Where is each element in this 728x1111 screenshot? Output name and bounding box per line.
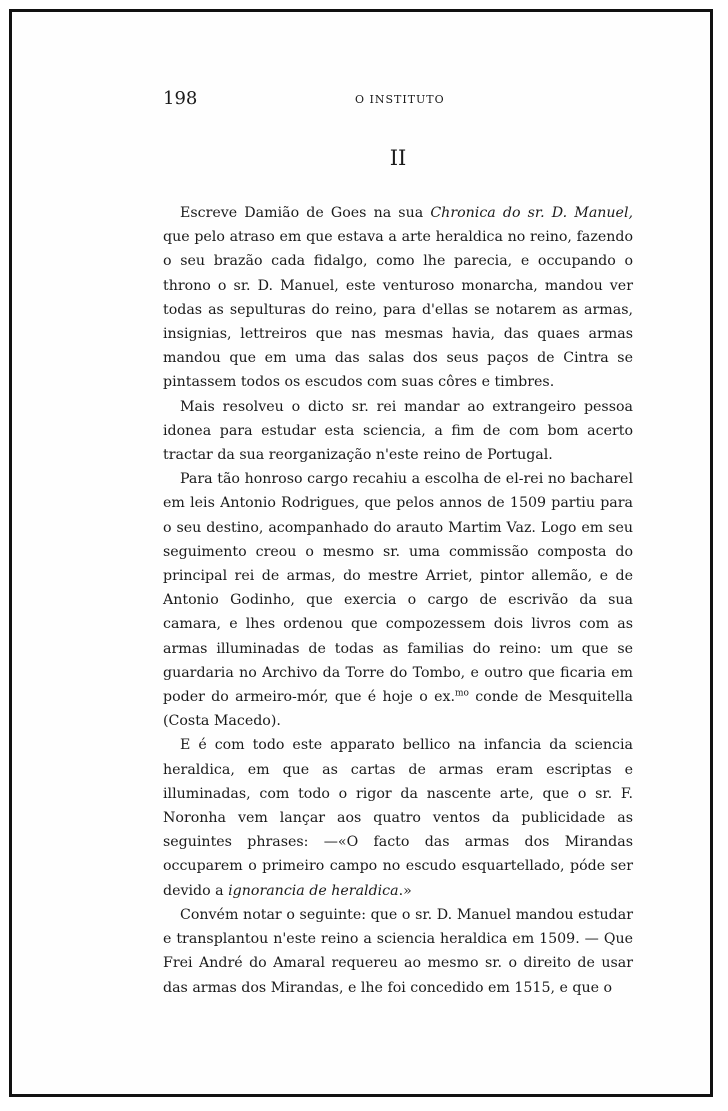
paragraph-4 [163,733,633,902]
paragraph-3 [163,467,633,733]
journal-title: O INSTITUTO [355,93,445,106]
paragraph-3-text-a: Para tão honroso cargo recahiu a escolha de el-rei no bacharel em leis Antonio Rodrigues, que pelos annos de 1509 partiu para o seu destino, acompanhado do arauto Martim Vaz. Logo em seu seguimento creou o mesmo sr. uma commissão composta do principal rei de armas, do mestre Arriet, pintor allemão, e de Antonio Godinho, que exercia o cargo de escrivão da sua camara, e lhes ordenou que compozessem dois livros com as armas illuminadas de todas as familias do reino: um que se guardaria no Archivo da Torre do Tombo, e outro que ficaria em poder do armeiro-mór, que é hoje o ex. [163,471,633,706]
italic-quote: ignorancia de heraldica [228,882,399,899]
running-head [163,80,633,116]
paragraph-1-text-c: que pelo atraso em que estava a arte heraldica no reino, fazendo o seu brazão cada fidalgo, como lhe parecia, e occupando o throno o sr. D. Manuel, este venturoso monarcha, mandou ver todas as sepulturas do reino, para d'ellas se notarem as armas, insignias, lettreiros que nas mesmas havia, das quaes armas mandou que em uma das salas dos seus paços de Cintra se pintassem todos os escudos com suas côres e timbres. [163,229,633,391]
paragraph-1 [163,201,633,395]
paragraph-1-text-a: Escreve Damião de Goes na sua [180,205,431,221]
page-number: 198 [163,88,198,109]
paragraph-3-text-b: conde de Mesquitella (Costa Macedo). [163,689,633,730]
paragraph-2: Mais resolveu o dicto sr. rei mandar ao extrangeiro pessoa idonea para estudar esta sciencia, a fim de com bom acerto tractar da sua reorganização n'este reino de Portugal. [163,398,633,464]
text-block [163,80,633,1000]
paragraph-5: Convém notar o seguinte: que o sr. D. Manuel mandou estudar e transplantou n'este reino a sciencia heraldica em 1509. — Que Frei André do Amaral requereu ao mesmo sr. o direito de usar das armas dos Mirandas, e lhe foi concedido em 1515, e que o [163,906,633,996]
book-title: Chronica do sr. D. Manuel, [430,205,633,221]
paragraph-4-text-a: E é com todo este apparato bellico na infancia da sciencia heraldica, em que as cartas de armas eram escriptas e illuminadas, com todo o rigor da nascente arte, que o sr. F. Noronha vem lançar aos quatro ventos da publicidade as seguintes phrases: —«O facto das armas dos Mirandas occuparem o primeiro campo no escudo esquartellado, póde ser devido a [163,737,633,899]
section-number: II [389,146,407,170]
paragraph-4-text-c: .» [398,882,412,899]
superscript-abbreviation: mo [454,688,469,699]
